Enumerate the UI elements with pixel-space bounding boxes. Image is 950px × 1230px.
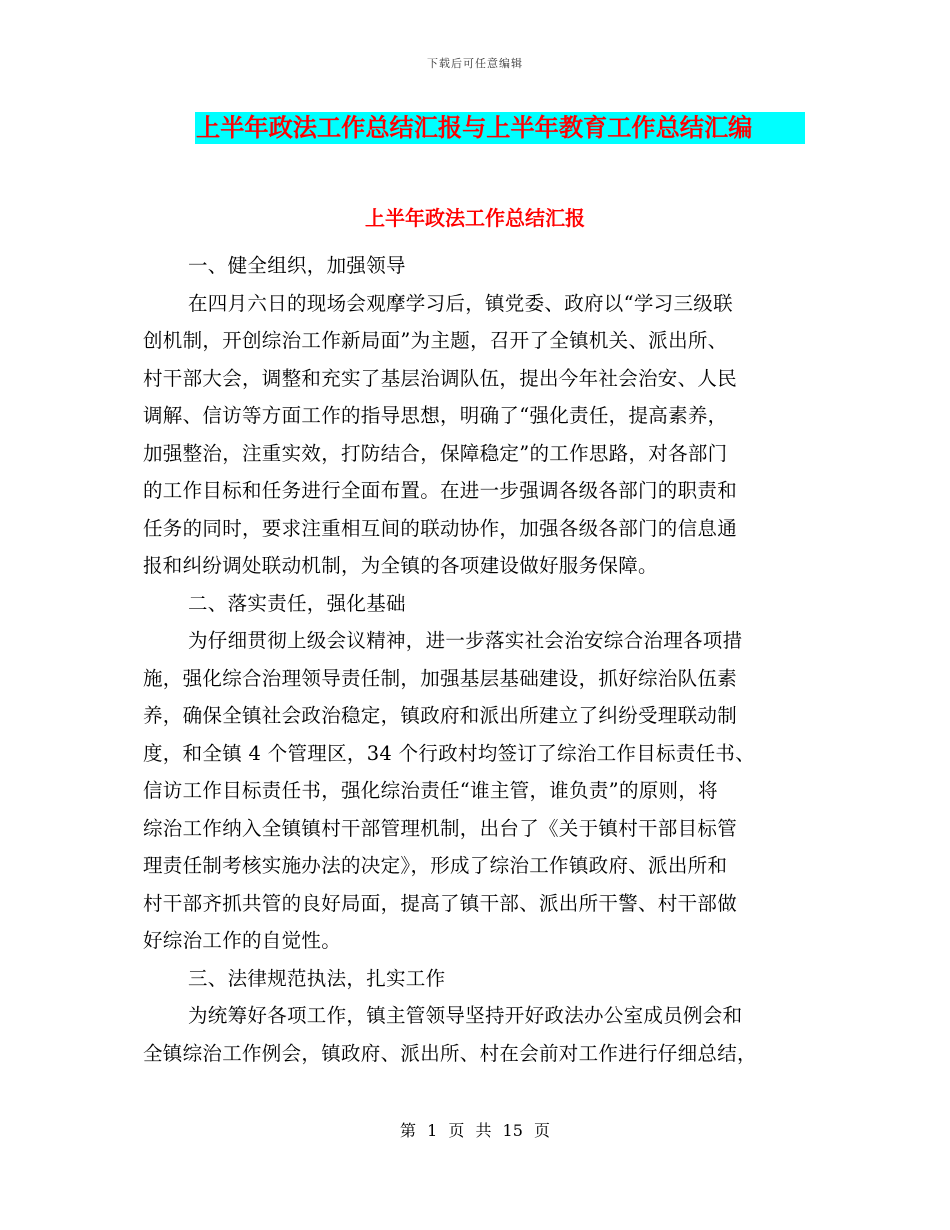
body-line: 养，确保全镇社会政治稳定，镇政府和派出所建立了纠纷受理联动制 <box>143 704 738 727</box>
body-line: 为统筹好各项工作，镇主管领导坚持开好政法办公室成员例会和 <box>188 1004 743 1027</box>
section-title: 上半年政法工作总结汇报 <box>365 206 585 230</box>
body-line: 三、法律规范执法，扎实工作 <box>188 966 446 990</box>
body-line: 任务的同时，要求注重相互间的联动协作，加强各级各部门的信息通 <box>143 516 738 540</box>
body-line: 的工作目标和任务进行全面布置。在进一步强调各级各部门的职责和 <box>143 479 738 502</box>
body-line: 理责任制考核实施办法的决定》，形成了综治工作镇政府、派出所和 <box>143 854 728 877</box>
main-title: 上半年政法工作总结汇报与上半年教育工作总结汇编 <box>196 114 753 142</box>
body-line: 全镇综治工作例会，镇政府、派出所、村在会前对工作进行仔细总结， <box>143 1041 757 1065</box>
body-line: 调解、信访等方面工作的指导思想，明确了“强化责任，提高素养， <box>143 404 728 427</box>
body-line: 报和纠纷调处联动机制，为全镇的各项建设做好服务保障。 <box>143 554 658 577</box>
page-header-note: 下载后可任意编辑 <box>427 57 523 70</box>
document-body <box>143 247 807 1072</box>
body-line: 加强整治，注重实效，打防结合，保障稳定”的工作思路，对各部门 <box>143 441 728 465</box>
body-line: 信访工作目标责任书，强化综治责任“谁主管，谁负责”的原则，将 <box>143 779 718 802</box>
page-number-footer: 第 1 页 共 15 页 <box>400 1121 550 1140</box>
body-line: 度，和全镇 4 个管理区，34 个行政村均签订了综治工作目标责任书、 <box>143 741 756 765</box>
body-line: 村干部齐抓共管的良好局面，提高了镇干部、派出所干警、村干部做 <box>143 891 738 915</box>
body-line: 二、落实责任，强化基础 <box>188 591 406 615</box>
body-line: 在四月六日的现场会观摩学习后，镇党委、政府以“学习三级联 <box>188 291 733 315</box>
body-line: 为仔细贯彻上级会议精神，进一步落实社会治安综合治理各项措 <box>188 629 743 652</box>
body-line: 施，强化综合治理领导责任制，加强基层基础建设，抓好综治队伍素 <box>143 666 738 690</box>
body-line: 创机制，开创综治工作新局面”为主题，召开了全镇机关、派出所、 <box>143 329 728 352</box>
body-line: 村干部大会，调整和充实了基层治调队伍，提出今年社会治安、人民 <box>143 366 738 390</box>
body-line: 好综治工作的自觉性。 <box>143 929 342 952</box>
body-line: 一、健全组织，加强领导 <box>188 254 406 277</box>
body-line: 综治工作纳入全镇镇村干部管理机制，出台了《关于镇村干部目标管 <box>143 816 738 840</box>
